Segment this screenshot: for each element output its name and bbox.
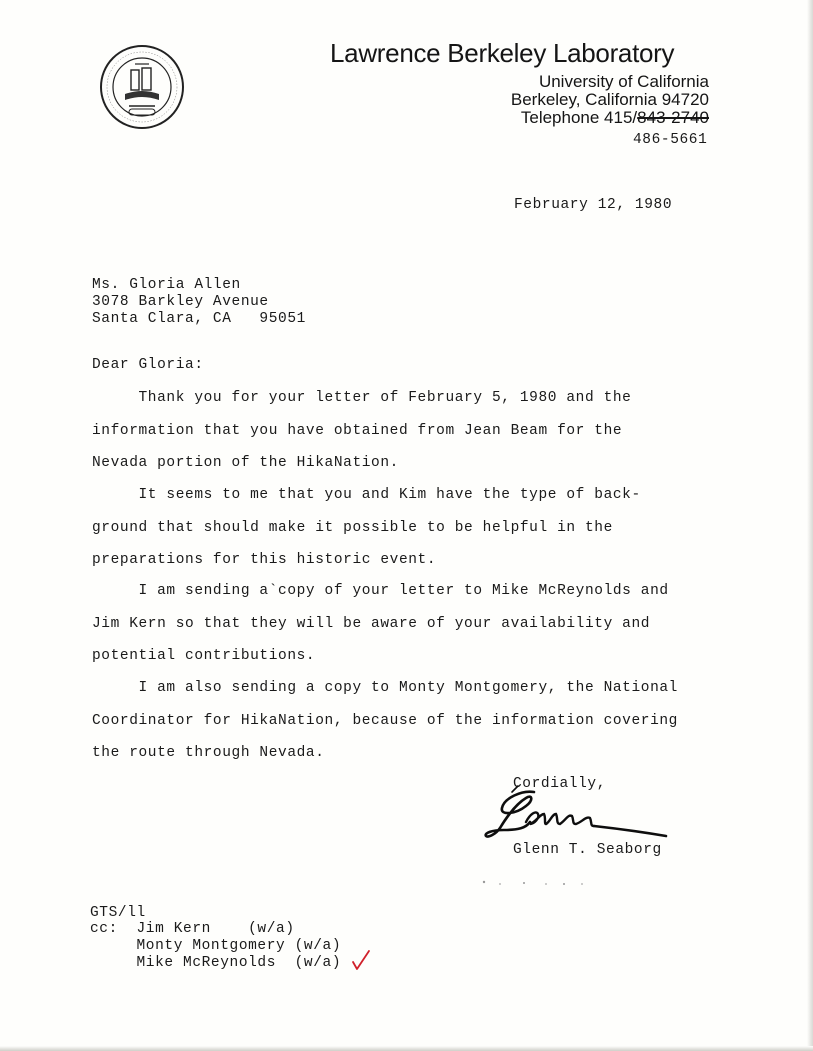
university-seal-icon [99,44,185,130]
body-paragraph [92,479,641,577]
body-line: I am also sending a copy to Monty Montgomery, the National [92,680,678,696]
body-paragraph [92,575,669,673]
telephone-new: 486-5661 [633,132,708,148]
page-edge-shadow [0,1046,813,1051]
body-paragraph [92,382,631,480]
body-line: I am sending a`copy of your letter to Mike McReynolds and [92,583,669,599]
telephone-line [521,108,709,128]
telephone-prefix: Telephone 415/ [520,108,638,127]
page-edge-shadow [807,0,813,1051]
letter-date: February 12, 1980 [514,197,673,213]
body-line: It seems to me that you and Kim have the type of back- [92,487,641,503]
university-name: University of California [538,72,709,91]
body-line: ground that should make it possible to be helpful in the [92,519,613,536]
body-line: potential contributions. [92,648,316,664]
recipient-name: Ms. Gloria Allen [92,277,241,293]
cc-line: Mike McReynolds (w/a) [90,955,342,971]
body-line: Jim Kern so that they will be aware of your availability and [92,615,651,632]
recipient-city: Santa Clara, CA 95051 [92,311,306,327]
closing: Cordially, [513,776,607,792]
reference-initials: GTS/ll [90,905,146,921]
body-paragraph [92,672,678,770]
cc-line: cc: Jim Kern (w/a) [90,921,295,937]
paper-speck-marks [480,876,590,890]
body-line: the route through Nevada. [92,745,325,761]
body-line: Nevada portion of the HikaNation. [92,455,399,471]
recipient-street: 3078 Barkley Avenue [92,294,269,310]
check-mark-icon [350,948,372,972]
organization-name: Lawrence Berkeley Laboratory [330,38,675,68]
body-line: preparations for this historic event. [92,552,437,568]
signer-name: Glenn T. Seaborg [513,842,662,858]
body-line: Thank you for your letter of February 5, 1980 and the [92,390,632,406]
telephone-old: 843-2740 [637,108,709,127]
body-line: Coordinator for HikaNation, because of the information covering [92,712,678,729]
signature-icon [482,784,672,844]
city-line: Berkeley, California 94720 [510,90,709,109]
cc-line: Monty Montgomery (w/a) [90,938,342,954]
salutation: Dear Gloria: [92,357,204,373]
body-line: information that you have obtained from Jean Beam for the [92,422,623,439]
